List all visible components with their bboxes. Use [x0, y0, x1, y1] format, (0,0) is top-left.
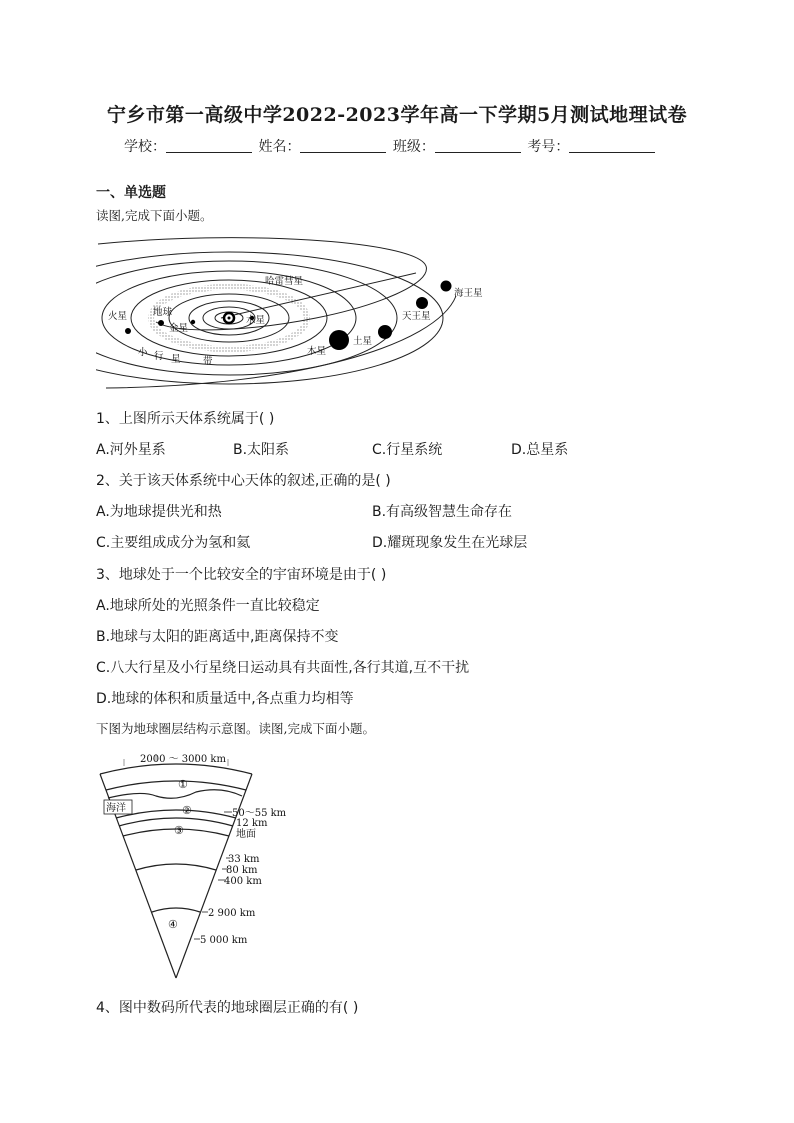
q3-option-b[interactable]: B.地球与太阳的距离适中,距离保持不变 [96, 629, 339, 645]
layer-4-label: ④ [168, 918, 178, 931]
mercury-label: 水星 [246, 315, 266, 326]
saturn-label: 土星 [353, 336, 373, 347]
class-blank[interactable] [435, 138, 521, 153]
depth-ground: 地面 [236, 829, 256, 840]
layer-3-label: ③ [174, 824, 184, 837]
belt-label-1: 小 [138, 347, 148, 358]
layer-1-label: ① [178, 778, 188, 791]
uranus-label: 天王星 [402, 311, 431, 322]
uranus-dot [416, 297, 428, 309]
name-label: 姓名： [258, 139, 301, 155]
neptune-dot [441, 281, 452, 292]
neptune-label: 海王星 [454, 288, 483, 299]
q2-option-d[interactable]: D.耀斑现象发生在光球层 [372, 535, 528, 551]
class-label: 班级： [392, 139, 435, 155]
q3-option-d[interactable]: D.地球的体积和质量适中,各点重力均相等 [96, 691, 354, 707]
student-info-line [124, 136, 657, 156]
question-2: 2、关于该天体系统中心天体的叙述,正确的是( ) [96, 473, 391, 489]
depth-50-55: 50～55 km [232, 808, 287, 819]
question-4: 4、图中数码所代表的地球圈层正确的有( ) [96, 1000, 359, 1016]
figure2-top-label: 2000 ～ 3000 km [140, 754, 226, 765]
jupiter-dot [329, 330, 349, 350]
intro-text-2: 下图为地球圈层结构示意图。读图,完成下面小题。 [96, 721, 375, 736]
section-heading: 一、单选题 [96, 185, 166, 201]
q1-option-c[interactable]: C.行星系统 [372, 442, 443, 458]
halley-label: 哈雷彗星 [265, 276, 304, 287]
exam-number-label: 考号： [527, 139, 570, 155]
q2-option-c[interactable]: C.主要组成成分为氢和氦 [96, 535, 251, 551]
question-1: 1、上图所示天体系统属于( ) [96, 411, 275, 427]
earth-layers-figure [96, 746, 306, 986]
layer-2-label: ② [182, 804, 192, 817]
ocean-label: 海洋 [106, 803, 126, 814]
q2-option-a[interactable]: A.为地球提供光和热 [96, 504, 222, 520]
belt-label-4: 带 [203, 356, 213, 367]
saturn-dot [378, 325, 392, 339]
depth-12: 12 km [236, 818, 268, 829]
q1-option-a[interactable]: A.河外星系 [96, 442, 166, 458]
school-blank[interactable] [166, 138, 252, 153]
belt-label-3: 星 [171, 354, 181, 365]
belt-label-2: 行 [154, 351, 164, 362]
mars-dot [125, 328, 131, 334]
q1-option-d[interactable]: D.总星系 [511, 442, 569, 458]
venus-label: 金星 [169, 323, 189, 334]
q2-option-b[interactable]: B.有高级智慧生命存在 [372, 504, 513, 520]
depth-5000: 5 000 km [200, 935, 248, 946]
q3-option-a[interactable]: A.地球所处的光照条件一直比较稳定 [96, 598, 320, 614]
depth-2900: 2 900 km [208, 908, 256, 919]
q1-option-b[interactable]: B.太阳系 [233, 442, 290, 458]
venus-dot [191, 320, 195, 324]
exam-number-blank[interactable] [569, 138, 655, 153]
mars-label: 火星 [108, 311, 128, 322]
school-label: 学校： [124, 139, 166, 155]
question-3: 3、地球处于一个比较安全的宇宙环境是由于( ) [96, 567, 387, 583]
earth-dot [158, 320, 164, 326]
earth-label: 地球 [153, 307, 173, 318]
page-title: 宁乡市第一高级中学2022-2023学年高一下学期5月测试地理试卷 [106, 104, 688, 126]
intro-text-1: 读图,完成下面小题。 [96, 208, 213, 223]
depth-400: 400 km [224, 876, 262, 887]
jupiter-label: 木星 [307, 346, 327, 357]
q3-option-c[interactable]: C.八大行星及小行星绕日运动具有共面性,各行其道,互不干扰 [96, 660, 470, 676]
depth-33: 33 km [228, 854, 260, 865]
solar-system-figure [96, 236, 500, 392]
depth-80: 80 km [226, 865, 258, 876]
name-blank[interactable] [300, 138, 386, 153]
